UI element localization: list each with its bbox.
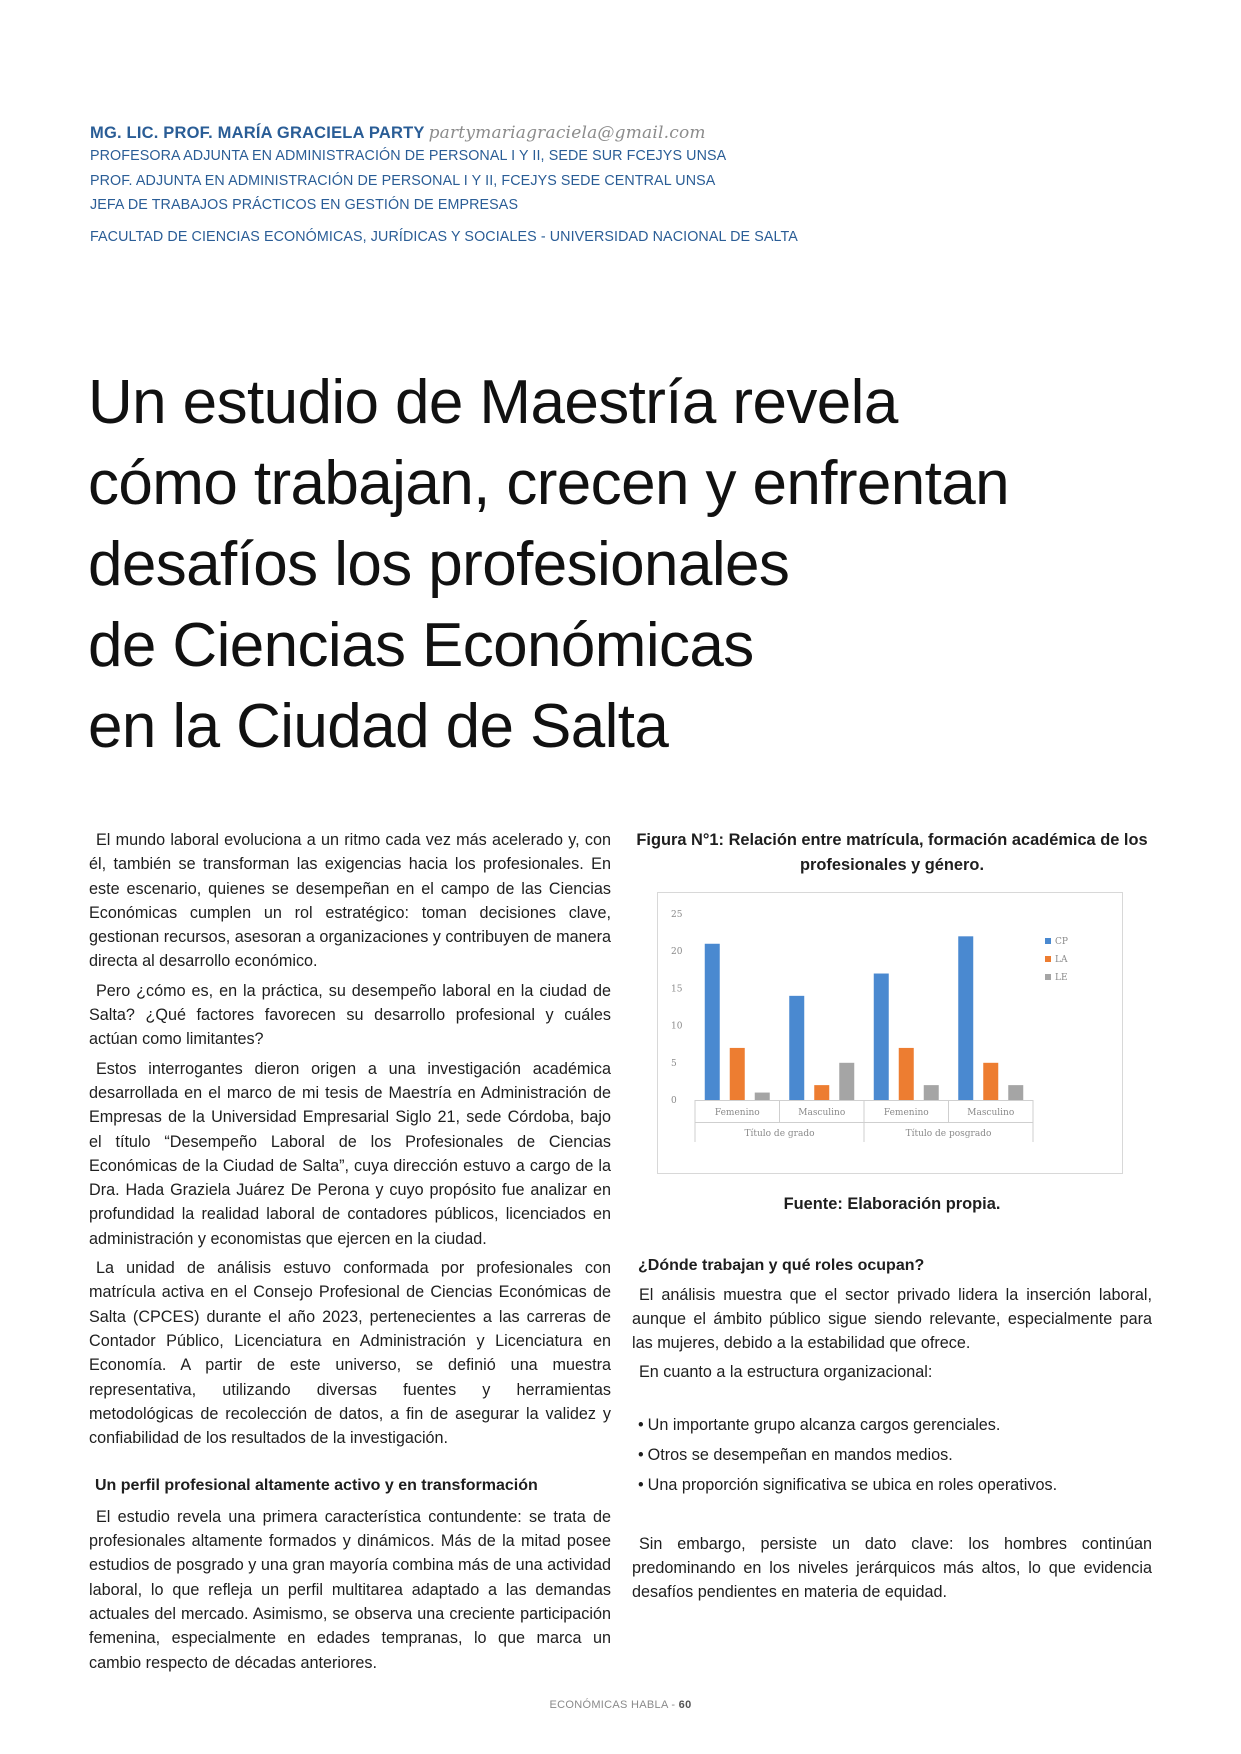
author-position: PROF. ADJUNTA EN ADMINISTRACIÓN DE PERSONAL I Y II, FCEJYS SEDE CENTRAL UNSA — [90, 172, 716, 189]
group-label: Título de posgrado — [905, 1129, 992, 1139]
figure-title: Figura N°1: Relación entre matrícula, formación académica de los profesionales y género. — [636, 831, 1148, 874]
body-paragraph: Estos interrogantes dieron origen a una investigación académica desarrollada en el marco de mi tesis de Maestría en Administración de Empresas de la Universidad Empresarial Siglo 21, sede Córdoba, bajo el título “Desempeño Laboral de los Profesionales de Ciencias Económicas de la Ciudad de Salta”, cuya dirección estuvo a cargo de la Dra. Hada Graziela Juárez De Perona y cuyo propósito fue analizar en profundidad la realidad laboral de contadores públicos, licenciados en administración y economistas que ejercen en la ciudad. — [89, 1059, 611, 1248]
bar-la — [899, 1048, 914, 1100]
bar-cp — [874, 974, 889, 1100]
bullet-item: • Otros se desempeñan en mandos medios. — [638, 1443, 1152, 1467]
legend-swatch — [1045, 938, 1051, 944]
page-footer — [0, 1699, 1241, 1711]
section-subheading: Un perfil profesional altamente activo y en transformación — [95, 1477, 538, 1495]
y-tick-label: 15 — [671, 984, 683, 995]
bullet-item: • Una proporción significativa se ubica en roles operativos. — [638, 1473, 1152, 1497]
bar-cp — [705, 944, 720, 1100]
y-tick-label: 0 — [671, 1096, 677, 1106]
body-paragraph: El estudio revela una primera característica contundente: se trata de profesionales altamente formados y dinámicos. Más de la mitad posee estudios de posgrado y una gran mayoría combina más de una actividad laboral, lo que refleja un perfil multitarea adaptado a las demandas actuales del mercado. Asimismo, se observa una creciente participación femenina, especialmente en edades tempranas, lo que marca un cambio respecto de décadas anteriores. — [89, 1507, 611, 1672]
chart-frame — [658, 893, 1123, 1174]
page-number: 60 — [678, 1699, 692, 1711]
headline-line: Un estudio de Maestría revela — [88, 368, 898, 437]
x-tick-label: Masculino — [798, 1108, 846, 1118]
bar-le — [839, 1063, 854, 1100]
headline-line: desafíos los profesionales — [88, 530, 790, 599]
y-tick-label: 20 — [671, 947, 683, 958]
legend-swatch — [1045, 956, 1051, 962]
author-affiliation: FACULTAD DE CIENCIAS ECONÓMICAS, JURÍDICAS Y SOCIALES - UNIVERSIDAD NACIONAL DE SALTA — [90, 228, 798, 245]
legend-label: LE — [1055, 973, 1068, 983]
magazine-name: ECONÓMICAS HABLA - — [549, 1699, 676, 1711]
left-column — [89, 828, 611, 1680]
bar-cp — [789, 996, 804, 1100]
bar-le — [1008, 1085, 1023, 1100]
x-tick-label: Masculino — [967, 1108, 1015, 1118]
body-paragraph: En cuanto a la estructura organizacional: — [639, 1363, 933, 1382]
headline-line: en la Ciudad de Salta — [88, 692, 669, 761]
legend-swatch — [1045, 974, 1051, 980]
group-label: Título de grado — [744, 1129, 815, 1139]
author-name-line — [90, 122, 1150, 144]
bar-le — [924, 1085, 939, 1100]
section-subheading: ¿Dónde trabajan y qué roles ocupan? — [638, 1257, 925, 1275]
y-tick-label: 10 — [671, 1021, 683, 1032]
body-paragraph: Sin embargo, persiste un dato clave: los hombres continúan predominando en los niveles jerárquicos más altos, lo que evidencia desafíos pendientes en materia de equidad. — [632, 1534, 1152, 1602]
y-tick-label: 5 — [671, 1058, 677, 1069]
figure-chart — [657, 892, 1123, 1174]
x-tick-label: Femenino — [883, 1108, 929, 1118]
article-headline — [88, 362, 1188, 767]
bar-chart — [657, 892, 1123, 1174]
body-paragraph: Pero ¿cómo es, en la práctica, su desempeño laboral en la ciudad de Salta? ¿Qué factores favorecen su desarrollo profesional y cuáles actúan como limitantes? — [89, 981, 611, 1049]
author-name: MG. LIC. PROF. MARÍA GRACIELA PARTY — [90, 124, 425, 142]
legend-label: CP — [1055, 937, 1068, 947]
author-email[interactable]: partymariagraciela@gmail.com — [428, 123, 706, 143]
figure-source: Fuente: Elaboración propia. — [783, 1195, 1001, 1213]
bullet-item: • Un importante grupo alcanza cargos gerenciales. — [638, 1413, 1152, 1437]
bar-le — [755, 1093, 770, 1100]
body-paragraph: El mundo laboral evoluciona a un ritmo cada vez más acelerado y, con él, también se transforman las exigencias hacia los profesionales. En este escenario, quienes se desempeñan en el campo de las Ciencias Económicas cumplen un rol estratégico: toman decisiones clave, gestionan recursos, asesoran a organizaciones y contribuyen de manera directa al desarrollo económico. — [89, 831, 611, 971]
bar-cp — [958, 936, 973, 1100]
bar-la — [814, 1085, 829, 1100]
body-paragraph: El análisis muestra que el sector privado lidera la inserción laboral, aunque el ámbito público sigue siendo relevante, especialmente para las mujeres, debido a la estabilidad que ofrece. — [632, 1285, 1152, 1353]
headline-line: de Ciencias Económicas — [88, 611, 754, 680]
body-paragraph: La unidad de análisis estuvo conformada por profesionales con matrícula activa en el Consejo Profesional de Ciencias Económicas de Salta (CPCES) durante el año 2023, pertenecientes a las carreras de Contador Público, Licenciatura en Administración y Licenciatura en Economía. A partir de este universo, se definió una muestra representativa, utilizando diversas fuentes y herramientas metodológicas de recolección de datos, a fin de asegurar la validez y confiabilidad de los resultados de la investigación. — [89, 1259, 611, 1448]
headline-line: cómo trabajan, crecen y enfrentan — [88, 449, 1010, 518]
x-tick-label: Femenino — [714, 1108, 760, 1118]
bar-la — [983, 1063, 998, 1100]
bullet-list — [632, 1413, 1152, 1498]
right-column — [632, 828, 1152, 1610]
author-position: JEFA DE TRABAJOS PRÁCTICOS EN GESTIÓN DE EMPRESAS — [90, 197, 519, 213]
y-tick-label: 25 — [671, 910, 683, 920]
author-block — [90, 122, 1150, 245]
bar-la — [730, 1048, 745, 1100]
author-position: PROFESORA ADJUNTA EN ADMINISTRACIÓN DE PERSONAL I Y II, SEDE SUR FCEJYS UNSA — [90, 148, 727, 164]
legend-label: LA — [1055, 955, 1068, 965]
